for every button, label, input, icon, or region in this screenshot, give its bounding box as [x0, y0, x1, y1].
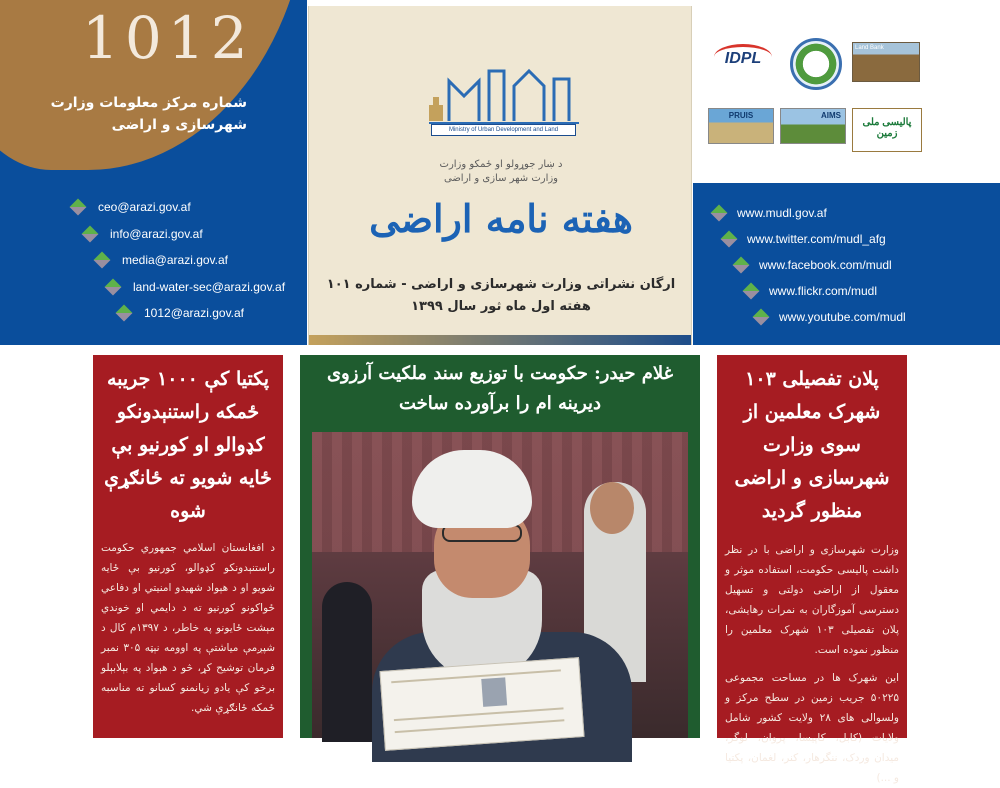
idpl-logo-text: IDPL: [724, 50, 762, 67]
article-right-body: [717, 540, 907, 788]
contact-panel-left: [0, 0, 307, 345]
website-link[interactable]: www.youtube.com/mudl: [779, 310, 906, 324]
diamond-bullet-icon: [94, 252, 111, 269]
website-item[interactable]: [735, 255, 892, 275]
website-item[interactable]: [755, 307, 906, 327]
article-left[interactable]: [93, 355, 283, 738]
diamond-bullet-icon: [743, 283, 760, 300]
diamond-bullet-icon: [105, 279, 122, 296]
email-item[interactable]: [107, 277, 285, 297]
partner-logos: [700, 32, 1000, 162]
email-item[interactable]: [72, 197, 191, 217]
ministry-name-fa: د ښار جوړولو او ځمکو وزارت وزارت شهر سازی و اراضی: [439, 159, 563, 184]
article-middle-title[interactable]: غلام حیدر: حکومت با توزیع سند ملکیت آرزوی دیرینه ام را برآورده ساخت: [326, 363, 674, 414]
diamond-bullet-icon: [116, 305, 133, 322]
pruis-logo-text: PRUIS: [728, 111, 754, 120]
website-link[interactable]: www.twitter.com/mudl_afg: [747, 232, 886, 246]
email-item[interactable]: [96, 250, 228, 270]
hotline-caption: شماره مرکز معلومات وزارت شهرسازی و اراضی: [50, 95, 247, 133]
email-address[interactable]: media@arazi.gov.af: [122, 253, 229, 267]
article-left-title[interactable]: پکتيا کې ۱۰۰۰ جريبه ځمکه راستنېدونکو کډوالو او کورنيو بې ځايه شويو ته ځانګړې شوه: [104, 368, 272, 522]
email-address[interactable]: info@arazi.gov.af: [110, 227, 203, 241]
aims-logo-icon: [780, 108, 846, 144]
email-item[interactable]: [118, 303, 244, 323]
ministry-name-en: Ministry of Urban Development and Land: [431, 124, 576, 136]
article-right[interactable]: [717, 355, 907, 784]
website-link[interactable]: www.mudl.gov.af: [737, 206, 827, 220]
newsletter-title: هفته نامه اراضی: [369, 196, 633, 241]
date-line: هفته اول ماه ثور سال ۱۳۹۹: [411, 299, 591, 314]
diamond-bullet-icon: [70, 199, 87, 216]
property-deed-document: [379, 657, 584, 751]
email-item[interactable]: [84, 224, 203, 244]
landbank-logo-icon: [852, 42, 920, 82]
article-right-paragraph: این شهرک ها در مساحت مجموعی ۵۰۲۲۵ جریب زمین در سطح مرکز و ولسوالی های ۲۸ ولایت کشور شامل ولایات (کابل، کاپیسا، پروان، لوگر، میدان وردک، ننگرهار، کنر، لغمان، پکتیا و ...): [725, 672, 899, 784]
article-middle[interactable]: [300, 355, 700, 738]
email-address[interactable]: 1012@arazi.gov.af: [144, 306, 245, 320]
website-item[interactable]: [745, 281, 877, 301]
masthead: [0, 0, 1000, 345]
contact-panel-right: [693, 183, 1000, 345]
website-link[interactable]: www.facebook.com/mudl: [759, 258, 892, 272]
idpl-logo-icon: [710, 42, 776, 92]
issue-line: ارگان نشراتی وزارت شهرسازی و اراضی - شماره ۱۰۱: [326, 277, 676, 292]
email-address[interactable]: ceo@arazi.gov.af: [98, 200, 191, 214]
banner-footer-stripe: [309, 335, 691, 345]
article-right-paragraph: وزارت شهرسازی و اراضی با در نظر داشت پالیسی حکومت، استفاده موثر و معقول از اراضی دولتی و تسهیل دسترسی آموزگاران به نمرات رهایشی، پلان تفصیلی ۱۰۳ شهرک معلمین را منظور نموده است.: [725, 544, 899, 656]
article-right-title[interactable]: پلان تفصیلی ۱۰۳ شهرک معلمین از سوی وزارت شهرسازی و اراضی منظور گردید: [734, 368, 890, 522]
diamond-bullet-icon: [82, 226, 99, 243]
land-policy-logo-text: پالیسی ملی زمین: [862, 117, 912, 139]
aims-logo-text: AIMS: [821, 111, 841, 120]
website-item[interactable]: [713, 203, 827, 223]
article-left-paragraph: د افغانستان اسلامي جمهوري حکومت راستنېدونکو کډوالو، کورنيو بې ځايه شويو او د هېواد شهيدو امنيتي او دفاعي ځواکونو کورنيو ته د دايمي او خوندي مېشت ځايونو په خاطر، د ۱۳۹۷م کال د شپږمې مياشتې په اوومه نېټه ۳۰۵ نمبر فرمان توشيح کړ، څو د هېواد په بېلابېلو برخو کې يادو زيانمنو کسانو ته مناسبه ځمکه ځانګړې شي.: [101, 542, 275, 714]
diamond-bullet-icon: [753, 309, 770, 326]
website-item[interactable]: [723, 229, 886, 249]
email-address[interactable]: land-water-sec@arazi.gov.af: [133, 280, 286, 294]
article-left-body: [93, 538, 283, 718]
newsletter-banner: [308, 6, 692, 345]
newsletter-subtitle: [319, 274, 683, 318]
government-seal-icon: [790, 38, 842, 90]
landbank-logo-text: Land Bank: [855, 45, 884, 51]
diamond-bullet-icon: [711, 205, 728, 222]
hotline-number: 1012: [82, 4, 254, 72]
diamond-bullet-icon: [733, 257, 750, 274]
website-link[interactable]: www.flickr.com/mudl: [769, 284, 878, 298]
pruis-logo-icon: [708, 108, 774, 144]
land-policy-logo-icon: [852, 108, 922, 152]
diamond-bullet-icon: [721, 231, 738, 248]
article-photo: [312, 432, 688, 738]
